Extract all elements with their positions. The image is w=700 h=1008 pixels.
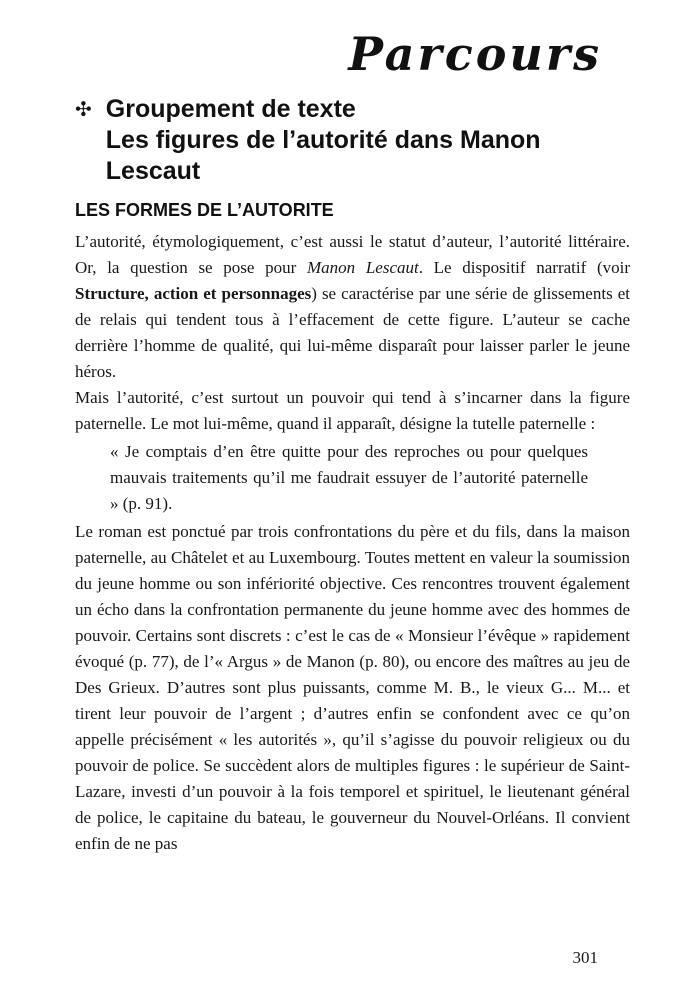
- heading-line-groupement: Groupement de texte: [105, 95, 356, 124]
- paragraph-autorite-etymologie: L’autorité, étymologiquement, c’est aussi le statut d’auteur, l’autorité littéraire. Or, la question se pose pour Manon Lescaut. Le dispositif narratif (voir Structure, action et personnages) se caractérise par une série de glissements et de relais qui tendent tous à l’effacement de cette figure. L’auteur se cache derrière l’homme de qualité, qui lui-même disparaît pour laisser parler le jeune héros.: [75, 232, 631, 382]
- paragraph-confrontations: Le roman est ponctué par trois confrontations du père et du fils, dans la maison paternelle, au Châtelet et au Luxembourg. Toutes mettent en valeur la soumission du jeune homme ou son infériorité objective. Ces rencontres trouvent également un écho dans la confrontation permanente du jeune homme avec des hommes de pouvoir. Certains sont discrets : c’est le cas de « Monsieur l’évêque » rapidement évoqué (p. 77), de l’« Argus » de Manon (p. 80), ou encore des maîtres au jeu de Des Grieux. D’autres sont plus puissants, comme M. B., le vieux G... M... et tirent leur pouvoir de l’argent ; d’autres enfin se confondent avec ce qu’on appelle précisément « les autorités », qu’il s’agisse du pouvoir religieux ou du pouvoir de police. Se succèdent alors de multiples figures : le supérieur de Saint-Lazare, investi d’un pouvoir à la fois temporel et spirituel, le lieutenant général de police, le capitaine du bateau, le gouverneur du Nouvel-Orléans. Il convient enfin de ne pas: [75, 522, 630, 854]
- paragraph-figure-paternelle: Mais l’autorité, c’est surtout un pouvoir qui tend à s’incarner dans la figure paternelle. Le mot lui-même, quand il apparaît, désigne la tutelle paternelle :: [75, 388, 630, 434]
- quote-block: « Je comptais d’en être quitte pour des reproches ou pour quelques mauvais traitements qu’il me faudrait essuyer de l’autorité paternelle » (p. 91).: [110, 442, 588, 514]
- page-number: 301: [572, 948, 598, 967]
- group-heading: [75, 94, 630, 187]
- group-heading-text: [106, 94, 630, 187]
- collection-script-title: Parcours: [348, 27, 602, 81]
- section-title: LES FORMES DE L’AUTORITE: [75, 200, 334, 221]
- heading-line-figures: Les figures de l’autorité dans Manon Lescaut: [105, 126, 541, 186]
- cross-ornament-icon: ✣: [75, 97, 92, 122]
